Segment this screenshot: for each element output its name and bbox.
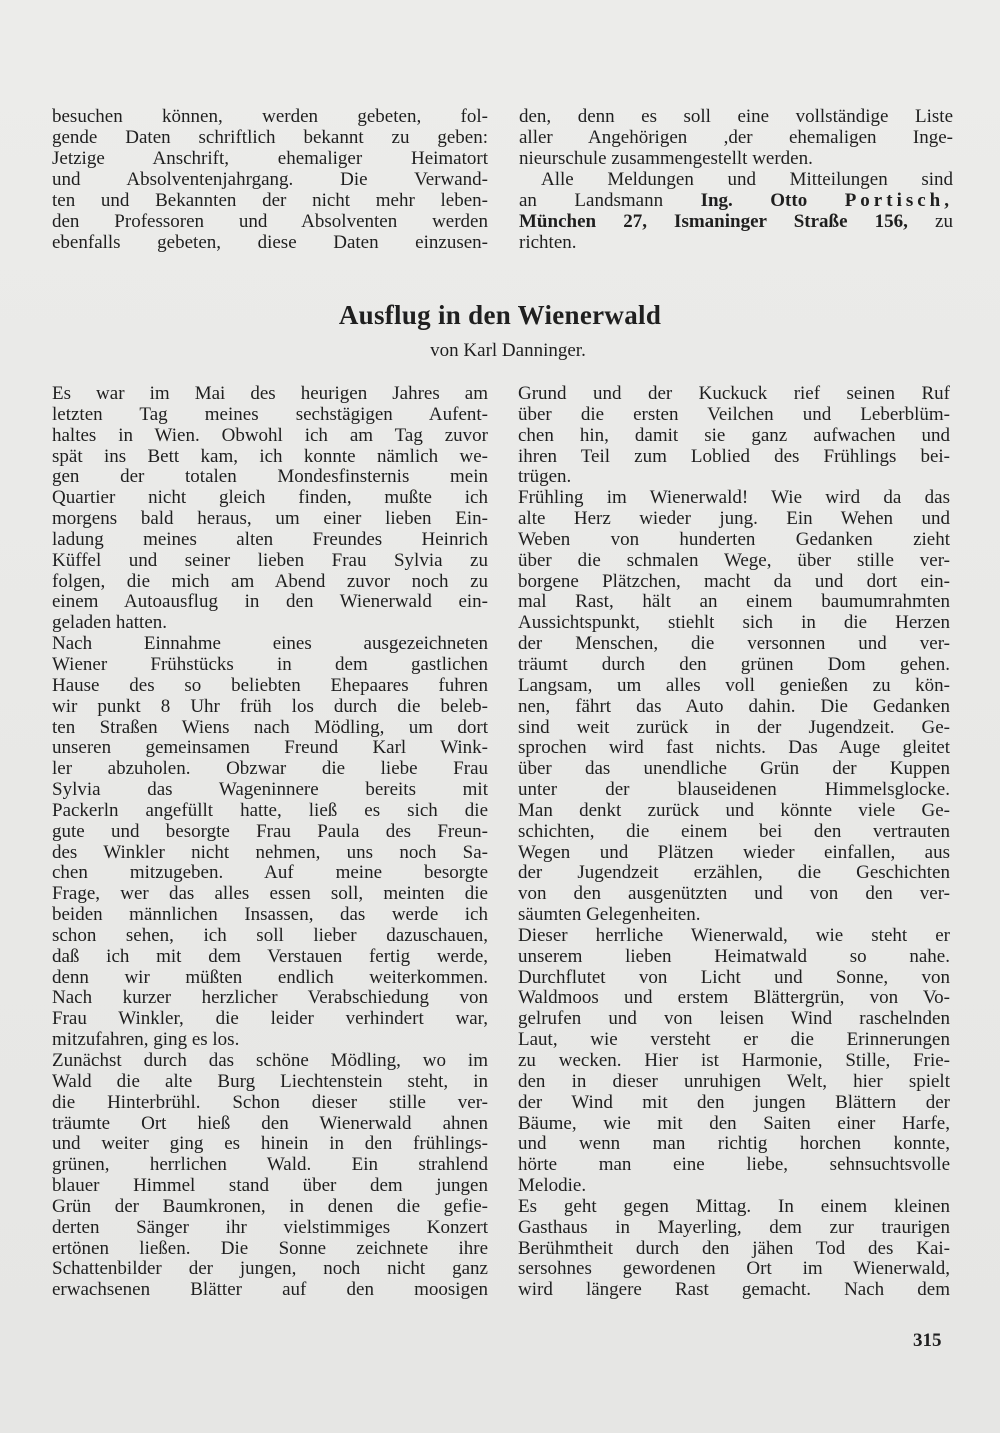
text-line: blauer Himmel stand über dem jungen	[52, 1175, 488, 1197]
text-line: denn wir müßten endlich weiterkommen.	[52, 966, 488, 988]
text-line: Schattenbilder der jungen, noch nicht ganz	[52, 1258, 488, 1280]
text-line: Es war im Mai des heurigen Jahres am	[52, 383, 488, 404]
text-line: Sylvia das Wageninnere bereits mit	[52, 779, 488, 801]
text-line: spät ins Bett kam, ich konnte nämlich we-	[52, 445, 488, 467]
text-line: Laut, wie versteht er die Erinnerungen	[518, 1029, 950, 1051]
text-line: des Winkler nicht nehmen, uns noch Sa-	[52, 841, 488, 863]
text-line: den, denn es soll eine vollständige Liste	[519, 106, 953, 127]
text-line: erwachsenen Blätter auf den moosigen	[52, 1279, 488, 1301]
text-line: der Wind mit den jungen Blättern der	[518, 1091, 950, 1113]
text-line: Wald die alte Burg Liechtenstein steht, in	[52, 1070, 488, 1092]
text-line: ler abzuholen. Obzwar die liebe Frau	[52, 758, 488, 780]
text-line: Gasthaus in Mayerling, dem zur traurigen	[518, 1216, 950, 1238]
text-line: chen hin, damit sie ganz aufwachen und	[518, 424, 950, 446]
text-line: Berühmtheit durch den jähen Tod des Kai-	[518, 1237, 950, 1259]
text-line: Hause des so beliebten Ehepaares fuhren	[52, 674, 488, 696]
text-line: träumte Ort hieß den Wienerwald ahnen	[52, 1112, 488, 1134]
text-line: den in dieser unruhigen Welt, hier spielt	[518, 1070, 950, 1092]
paragraph	[52, 106, 488, 253]
contact-address: München 27, Ismaninger Straße 156,	[519, 211, 908, 232]
text-line: haltes in Wien. Obwohl ich am Tag zuvor	[52, 424, 488, 446]
text-line: schon sehen, ich soll lieber dazuschauen,	[52, 924, 488, 946]
paragraph-contact	[519, 169, 953, 253]
paragraph	[52, 634, 488, 1051]
text-line: von den ausgenützten und von den ver-	[518, 883, 950, 905]
text-line: Aussichtspunkt, stiehlt sich in die Herzen	[518, 612, 950, 634]
text-line: der Menschen, die versonnen und ver-	[518, 633, 950, 655]
text-line: der Jugendzeit erzählen, die Geschichten	[518, 862, 950, 884]
text-line: Nach kurzer herzlicher Verabschiedung von	[52, 987, 488, 1009]
text-line: wird längere Rast gemacht. Nach dem	[518, 1279, 950, 1301]
top-right-column	[519, 106, 953, 253]
article-byline: von Karl Danninger.	[430, 340, 586, 361]
text-line: unseren gemeinsamen Freund Karl Wink-	[52, 737, 488, 759]
paragraph	[518, 384, 950, 488]
text-line: träumt durch den grünen Dom gehen.	[518, 653, 950, 675]
text-line: Alle Meldungen und Mitteilungen sind	[541, 169, 953, 190]
article-left-column	[52, 384, 488, 1301]
text-line: Es geht gegen Mittag. In einem kleinen	[518, 1195, 950, 1217]
text-line: Zunächst durch das schöne Mödling, wo im	[52, 1050, 488, 1071]
text-line: gelrufen und von leisen Wind raschelnden	[518, 1008, 950, 1030]
text-line: gende Daten schriftlich bekannt zu geben:	[52, 127, 488, 148]
paragraph	[519, 106, 953, 169]
text-line: einem Autoausflug in den Wienerwald ein-	[52, 591, 488, 613]
text-line: Wegen und Plätzen wieder einfallen, aus	[518, 841, 950, 863]
paragraph	[518, 1197, 950, 1301]
text-line: und Absolventenjahrgang. Die Verwand-	[52, 169, 488, 190]
text-line: den Professoren und Absolventen werden	[52, 211, 488, 232]
text-line: gute und besorgte Frau Paula des Freun-	[52, 820, 488, 842]
text-line	[519, 211, 953, 232]
text-segment: an Landsmann	[519, 190, 701, 211]
text-line: Durchflutet von Licht und Sonne, von	[518, 966, 950, 988]
text-line: sprochen wird fast nichts. Das Auge gleitet	[518, 737, 950, 759]
text-line: derten Sänger ihr vielstimmiges Konzert	[52, 1216, 488, 1238]
text-line: Waldmoos und erstem Blättergrün, von Vo-	[518, 987, 950, 1009]
text-line: Man denkt zurück und könnte viele Ge-	[518, 799, 950, 821]
text-line: sind weit zurück in der Jugendzeit. Ge-	[518, 716, 950, 738]
text-line: trügen.	[518, 466, 572, 488]
page-number: 315	[913, 1330, 942, 1351]
text-line: besuchen können, werden gebeten, fol-	[52, 106, 488, 127]
text-line: über die ersten Veilchen und Leberblüm-	[518, 403, 950, 425]
text-line: Frage, wer das alles essen soll, meinten die	[52, 883, 488, 905]
text-line: morgens bald heraus, um einer lieben Ein-	[52, 508, 488, 530]
text-line	[519, 190, 953, 211]
text-line: Grün der Baumkronen, in denen die gefie-	[52, 1195, 488, 1217]
text-line: Nach Einnahme eines ausgezeichneten	[52, 633, 488, 655]
paragraph	[52, 1051, 488, 1301]
article-title: Ausflug in den Wienerwald	[338, 300, 662, 330]
text-line: borgene Plätzchen, macht da und dort ein-	[518, 570, 950, 592]
text-line: und wenn man richtig horchen konnte,	[518, 1133, 950, 1155]
text-line: über die schmalen Wege, über stille ver-	[518, 549, 950, 571]
text-line: die Hinterbrühl. Schon dieser stille ver-	[52, 1091, 488, 1113]
text-line: chen mitzugeben. Auf meine besorgte	[52, 862, 488, 884]
text-line: hörte man eine liebe, sehnsuchtsvolle	[518, 1154, 950, 1176]
text-line: Grund und der Kuckuck rief seinen Ruf	[518, 383, 950, 404]
text-line: über das unendliche Grün der Kuppen	[518, 758, 950, 780]
top-left-column	[52, 106, 488, 253]
text-line: ten und Bekannten der nicht mehr leben-	[52, 190, 488, 211]
text-line: und weiter ging es hinein in den frühlings-	[52, 1133, 488, 1155]
text-line: Jetzige Anschrift, ehemaliger Heimatort	[52, 148, 488, 169]
text-line: ebenfalls gebeten, diese Daten einzusen-	[52, 232, 488, 253]
text-line: ertönen ließen. Die Sonne zeichnete ihre	[52, 1237, 488, 1259]
text-line: folgen, die mich am Abend zuvor noch zu	[52, 570, 488, 592]
text-line: Weben von hunderten Gedanken zieht	[518, 528, 950, 550]
text-line: aller Angehörigen ,der ehemaligen Inge-	[519, 127, 953, 148]
text-line: grünen, herrlichen Wald. Ein strahlend	[52, 1154, 488, 1176]
text-line: mitzufahren, ging es los.	[52, 1029, 240, 1051]
text-line: Quartier nicht gleich finden, mußte ich	[52, 487, 488, 509]
text-segment: zu	[907, 211, 953, 232]
text-line: Melodie.	[518, 1175, 587, 1197]
paragraph	[518, 488, 950, 926]
text-line: Bäume, wie mit den Saiten einer Harfe,	[518, 1112, 950, 1134]
text-line: mal Rast, hält an einem baumumrahmten	[518, 591, 950, 613]
text-line: Packerln angefüllt hatte, ließ es sich die	[52, 799, 488, 821]
text-line: alte Herz wieder jung. Ein Wehen und	[518, 508, 950, 530]
text-line: letzten Tag meines sechstägigen Aufent-	[52, 403, 488, 425]
text-line: unter der blauseidenen Himmelsglocke.	[518, 779, 950, 801]
text-line: säumten Gelegenheiten.	[518, 904, 701, 926]
text-line: Frühling im Wienerwald! Wie wird da das	[518, 487, 950, 509]
text-line: daß ich mit dem Verstauen fertig werde,	[52, 945, 488, 967]
text-line: zu wecken. Hier ist Harmonie, Stille, Frie-	[518, 1050, 950, 1071]
text-line: ihren Teil zum Loblied des Frühlings bei-	[518, 445, 950, 467]
text-line: geladen hatten.	[52, 612, 168, 634]
paragraph	[518, 926, 950, 1197]
text-line: Frau Winkler, die leider verhindert war,	[52, 1008, 488, 1030]
text-line: unserem lieben Heimatwald so nahe.	[518, 945, 950, 967]
paragraph	[52, 384, 488, 634]
text-line: gen der totalen Mondesfinsternis mein	[52, 466, 488, 488]
text-line: nieurschule zusammengestellt werden.	[519, 148, 813, 169]
contact-name: Ing. Otto	[700, 190, 808, 211]
text-line: Wiener Frühstücks in dem gastlichen	[52, 653, 488, 675]
text-line: wir punkt 8 Uhr früh los durch die beleb-	[52, 695, 488, 717]
text-line: Langsam, um alles voll genießen zu kön-	[518, 674, 950, 696]
text-line: richten.	[519, 232, 577, 253]
contact-surname: Portisch,	[844, 190, 953, 211]
text-line: Dieser herrliche Wienerwald, wie steht er	[518, 924, 950, 946]
text-line: schichten, die einem bei den vertrauten	[518, 820, 950, 842]
article-right-column	[518, 384, 950, 1301]
text-line: nen, fährt das Auto dahin. Die Gedanken	[518, 695, 950, 717]
text-line: beiden männlichen Insassen, das werde ich	[52, 904, 488, 926]
text-line: ten Straßen Wiens nach Mödling, um dort	[52, 716, 488, 738]
text-line: ladung meines alten Freundes Heinrich	[52, 528, 488, 550]
text-line: Küffel und seiner lieben Frau Sylvia zu	[52, 549, 488, 571]
text-line: sersohnes gewordenen Ort im Wienerwald,	[518, 1258, 950, 1280]
